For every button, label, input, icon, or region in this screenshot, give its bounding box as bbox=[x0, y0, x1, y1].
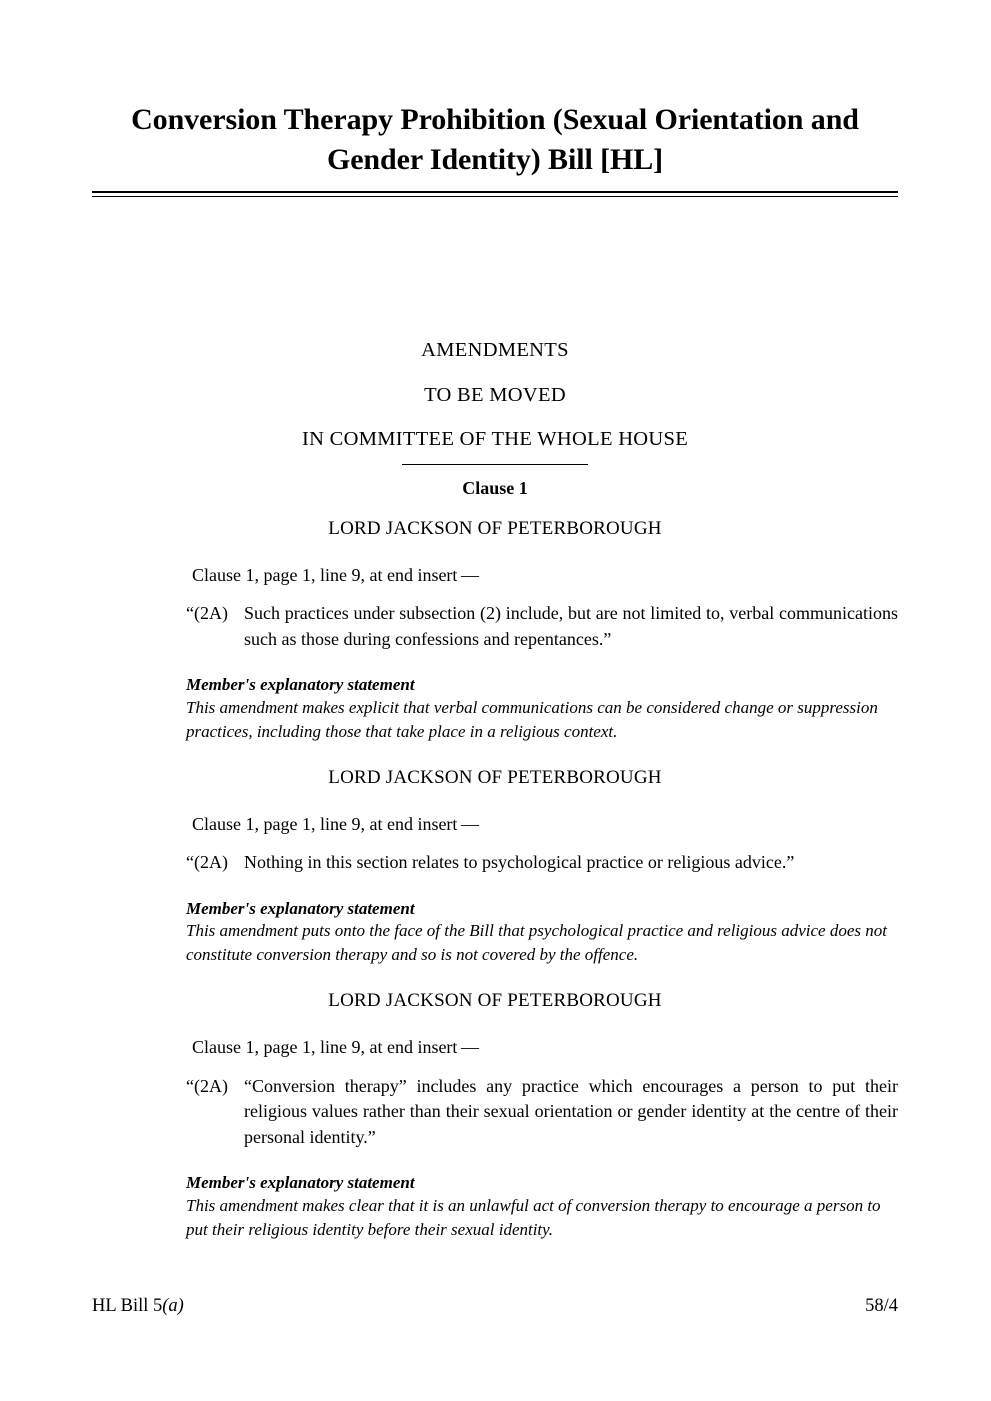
provision-text: Nothing in this section relates to psychological practice or religious advice.” bbox=[244, 852, 795, 873]
amendment-member-name: LORD JACKSON OF PETERBOROUGH bbox=[328, 990, 662, 1012]
amendments-list bbox=[92, 495, 898, 1242]
provision-number: “(2A) bbox=[186, 603, 228, 624]
heading-divider-wrap bbox=[92, 464, 898, 465]
explanatory-text: This amendment makes clear that it is an unlawful act of conversion therapy to encourage a person to put their religious identity before their sexual identity. bbox=[186, 1195, 881, 1239]
heading-amendments: AMENDMENTS bbox=[421, 339, 569, 361]
provision-text: “Conversion therapy” includes any practice which encourages a person to put their religious values rather than their sexual orientation or gender identity at the centre of their personal identity.” bbox=[244, 1075, 898, 1147]
explanatory-heading: Member's explanatory statement bbox=[186, 898, 415, 918]
explanatory-statement bbox=[92, 652, 898, 744]
amendment-reference: Clause 1, page 1, line 9, at end insert — bbox=[192, 565, 480, 585]
explanatory-heading: Member's explanatory statement bbox=[186, 1173, 415, 1193]
amendment-provision bbox=[92, 1060, 898, 1151]
amendment-member-name: LORD JACKSON OF PETERBOROUGH bbox=[328, 518, 662, 539]
provision-text: Such practices under subsection (2) include, but are not limited to, verbal communications such as those during confessions and repentances.” bbox=[244, 603, 898, 649]
heading-to-be-moved: TO BE MOVED bbox=[424, 383, 566, 406]
amendment-provision bbox=[92, 587, 898, 652]
bill-number bbox=[92, 1297, 184, 1316]
explanatory-text: This amendment makes explicit that verbal communications can be considered change or suppression practices, including those that take place in a religious context. bbox=[186, 697, 878, 741]
page-title: Conversion Therapy Prohibition (Sexual Orientation and Gender Identity) Bill [HL] bbox=[131, 103, 859, 176]
title-divider-rule bbox=[92, 191, 898, 197]
provision-number: “(2A) bbox=[186, 1075, 228, 1096]
heading-in-committee: IN COMMITTEE OF THE WHOLE HOUSE bbox=[301, 428, 689, 450]
headings-block bbox=[92, 340, 898, 497]
amendment-block bbox=[92, 744, 898, 967]
amendment-block bbox=[92, 967, 898, 1242]
explanatory-statement bbox=[92, 876, 898, 968]
clause-heading: Clause 1 bbox=[462, 477, 528, 498]
heading-divider-rule bbox=[402, 464, 588, 465]
title-block bbox=[92, 100, 898, 197]
amendment-block bbox=[92, 495, 898, 744]
explanatory-heading: Member's explanatory statement bbox=[186, 675, 415, 695]
explanatory-text: This amendment puts onto the face of the Bill that psychological practice and religious advice does not constitute conversion therapy and so is not covered by the offence. bbox=[186, 921, 887, 965]
amendment-provision bbox=[92, 836, 898, 876]
provision-number: “(2A) bbox=[186, 852, 228, 873]
amendment-reference: Clause 1, page 1, line 9, at end insert — bbox=[192, 1037, 480, 1058]
page-footer bbox=[92, 1297, 898, 1316]
bill-number-suffix: (a) bbox=[162, 1295, 184, 1316]
page-reference: 58/4 bbox=[865, 1295, 898, 1316]
amendment-member-name: LORD JACKSON OF PETERBOROUGH bbox=[328, 766, 662, 788]
bill-number-prefix: HL Bill 5 bbox=[92, 1295, 163, 1316]
amendment-reference: Clause 1, page 1, line 9, at end insert — bbox=[192, 813, 480, 834]
explanatory-statement bbox=[92, 1150, 898, 1242]
